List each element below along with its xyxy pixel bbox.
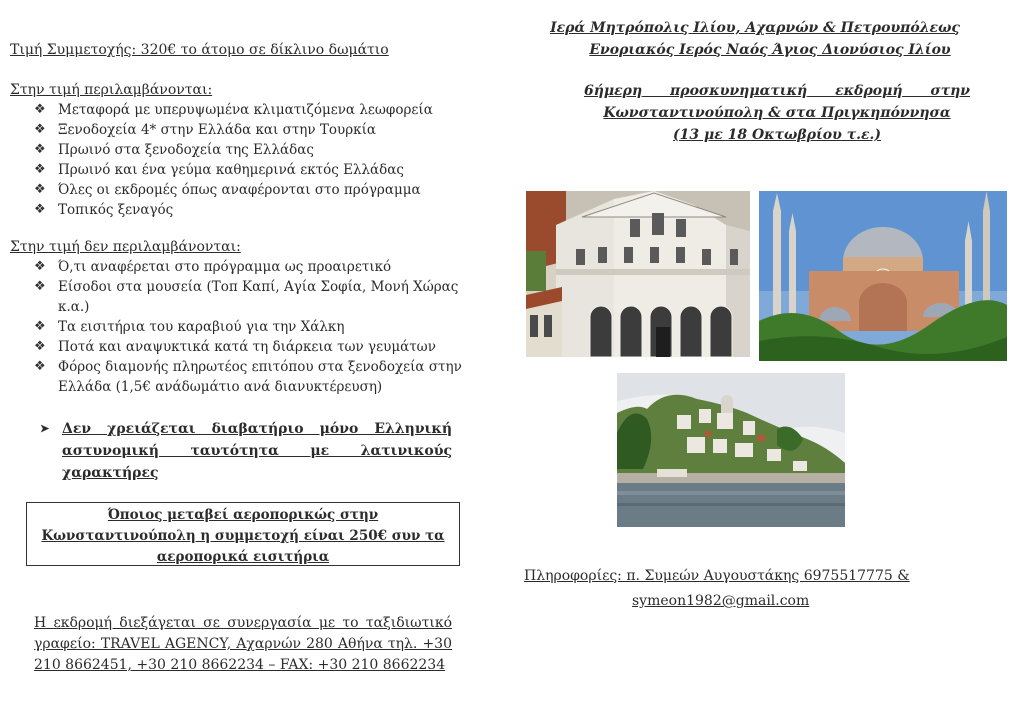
diamond-bullet-icon: ❖: [34, 259, 46, 274]
list-item: ❖ Πρωινό στα ξενοδοχεία της Ελλάδας: [34, 142, 314, 158]
patriarchate-photo: [526, 191, 750, 357]
diamond-bullet-icon: ❖: [34, 142, 46, 157]
contact-email: symeon1982@gmail.com: [632, 593, 810, 609]
air-box-line: αεροπορικά εισιτήρια: [156, 549, 330, 565]
trip-title-line2: Κωνσταντινούπολη & στα Πριγκηπόννησα: [603, 105, 951, 121]
arrow-bullet-icon: ➤: [40, 422, 50, 435]
price-info: Τιμή Συμμετοχής: 320€ το άτομο σε δίκλινο δωμάτιο: [10, 42, 389, 58]
list-item: ❖ Ό,τι αναφέρεται στο πρόγραμμα ως προαιρετικό: [34, 259, 392, 275]
air-box-line: Όποιος μεταβεί αεροπορικώς στην: [107, 507, 379, 523]
diamond-bullet-icon: ❖: [34, 182, 46, 197]
list-item: ❖ Φόρος διαμονής πληρωτέος επιτόπου στα ξενοδοχεία στην Ελλάδα (1,5€ ανάδωμάτιο ανά διανυκτέρευση): [34, 359, 462, 395]
trip-title: [584, 80, 970, 146]
list-item: ❖ Είσοδοι στα μουσεία (Τοπ Καπί, Αγία Σοφία, Μονή Χώρας κ.α.): [34, 279, 459, 315]
diamond-bullet-icon: ❖: [34, 339, 46, 354]
diamond-bullet-icon: ❖: [34, 279, 46, 294]
list-item: ❖ Ξενοδοχεία 4* στην Ελλάδα και στην Τουρκία: [34, 122, 377, 138]
agency-note: Η εκδρομή διεξάγεται σε συνεργασία με το ταξιδιωτικό γραφείο: TRAVEL AGENCY, Αχαρνών 280 Αθήνα τηλ. +30 210 8662451, +30 210 8662234 – FAX: +30 210 8662234: [34, 615, 452, 673]
hagia-sophia-photo: [759, 191, 1007, 361]
air-box-line: Κωνσταντινούπολη η συμμετοχή είναι 250€ συν τα: [41, 528, 445, 544]
list-item: ❖ Τα εισιτήρια του καραβιού για την Χάλκη: [34, 319, 345, 335]
diamond-bullet-icon: ❖: [34, 359, 46, 374]
parish-title: Ενοριακός Ιερός Ναός Άγιος Διονύσιος Ιλίου: [589, 42, 951, 58]
diamond-bullet-icon: ❖: [34, 122, 46, 137]
trip-dates: (13 με 18 Οκτωβρίου τ.ε.): [672, 127, 882, 143]
list-item: ❖ Πρωινό και ένα γεύμα καθημερινά εκτός Ελλάδας: [34, 162, 404, 178]
metropolis-title: Ιερά Μητρόπολις Ιλίου, Αχαρνών & Πετρουπόλεως: [550, 20, 960, 36]
air-travel-box: [26, 502, 460, 566]
diamond-bullet-icon: ❖: [34, 319, 46, 334]
list-item: ❖ Τοπικός ξεναγός: [34, 202, 174, 218]
passport-note: ➤ Δεν χρειάζεται διαβατήριο μόνο Ελληνική αστυνομική ταυτότητα με λατινικούς χαρακτήρες: [40, 418, 452, 484]
diamond-bullet-icon: ❖: [34, 102, 46, 117]
princes-islands-photo: [617, 373, 845, 527]
excluded-list: [34, 257, 464, 397]
contact-info: Πληροφορίες: π. Συμεών Αυγουστάκης 6975517775 &: [524, 568, 910, 584]
list-item: ❖ Μεταφορά με υπερυψωμένα κλιματιζόμενα λεωφορεία: [34, 102, 433, 118]
excluded-title: Στην τιμή δεν περιλαμβάνονται:: [10, 239, 241, 255]
included-title: Στην τιμή περιλαμβάνονται:: [10, 82, 213, 98]
list-item: ❖ Όλες οι εκδρομές όπως αναφέρονται στο πρόγραμμα: [34, 182, 421, 198]
list-item: ❖ Ποτά και αναψυκτικά κατά τη διάρκεια των γευμάτων: [34, 339, 436, 355]
diamond-bullet-icon: ❖: [34, 162, 46, 177]
diamond-bullet-icon: ❖: [34, 202, 46, 217]
included-list: [34, 100, 474, 220]
trip-title-line1: 6ήμερη προσκυνηματική εκδρομή στην: [584, 83, 971, 99]
